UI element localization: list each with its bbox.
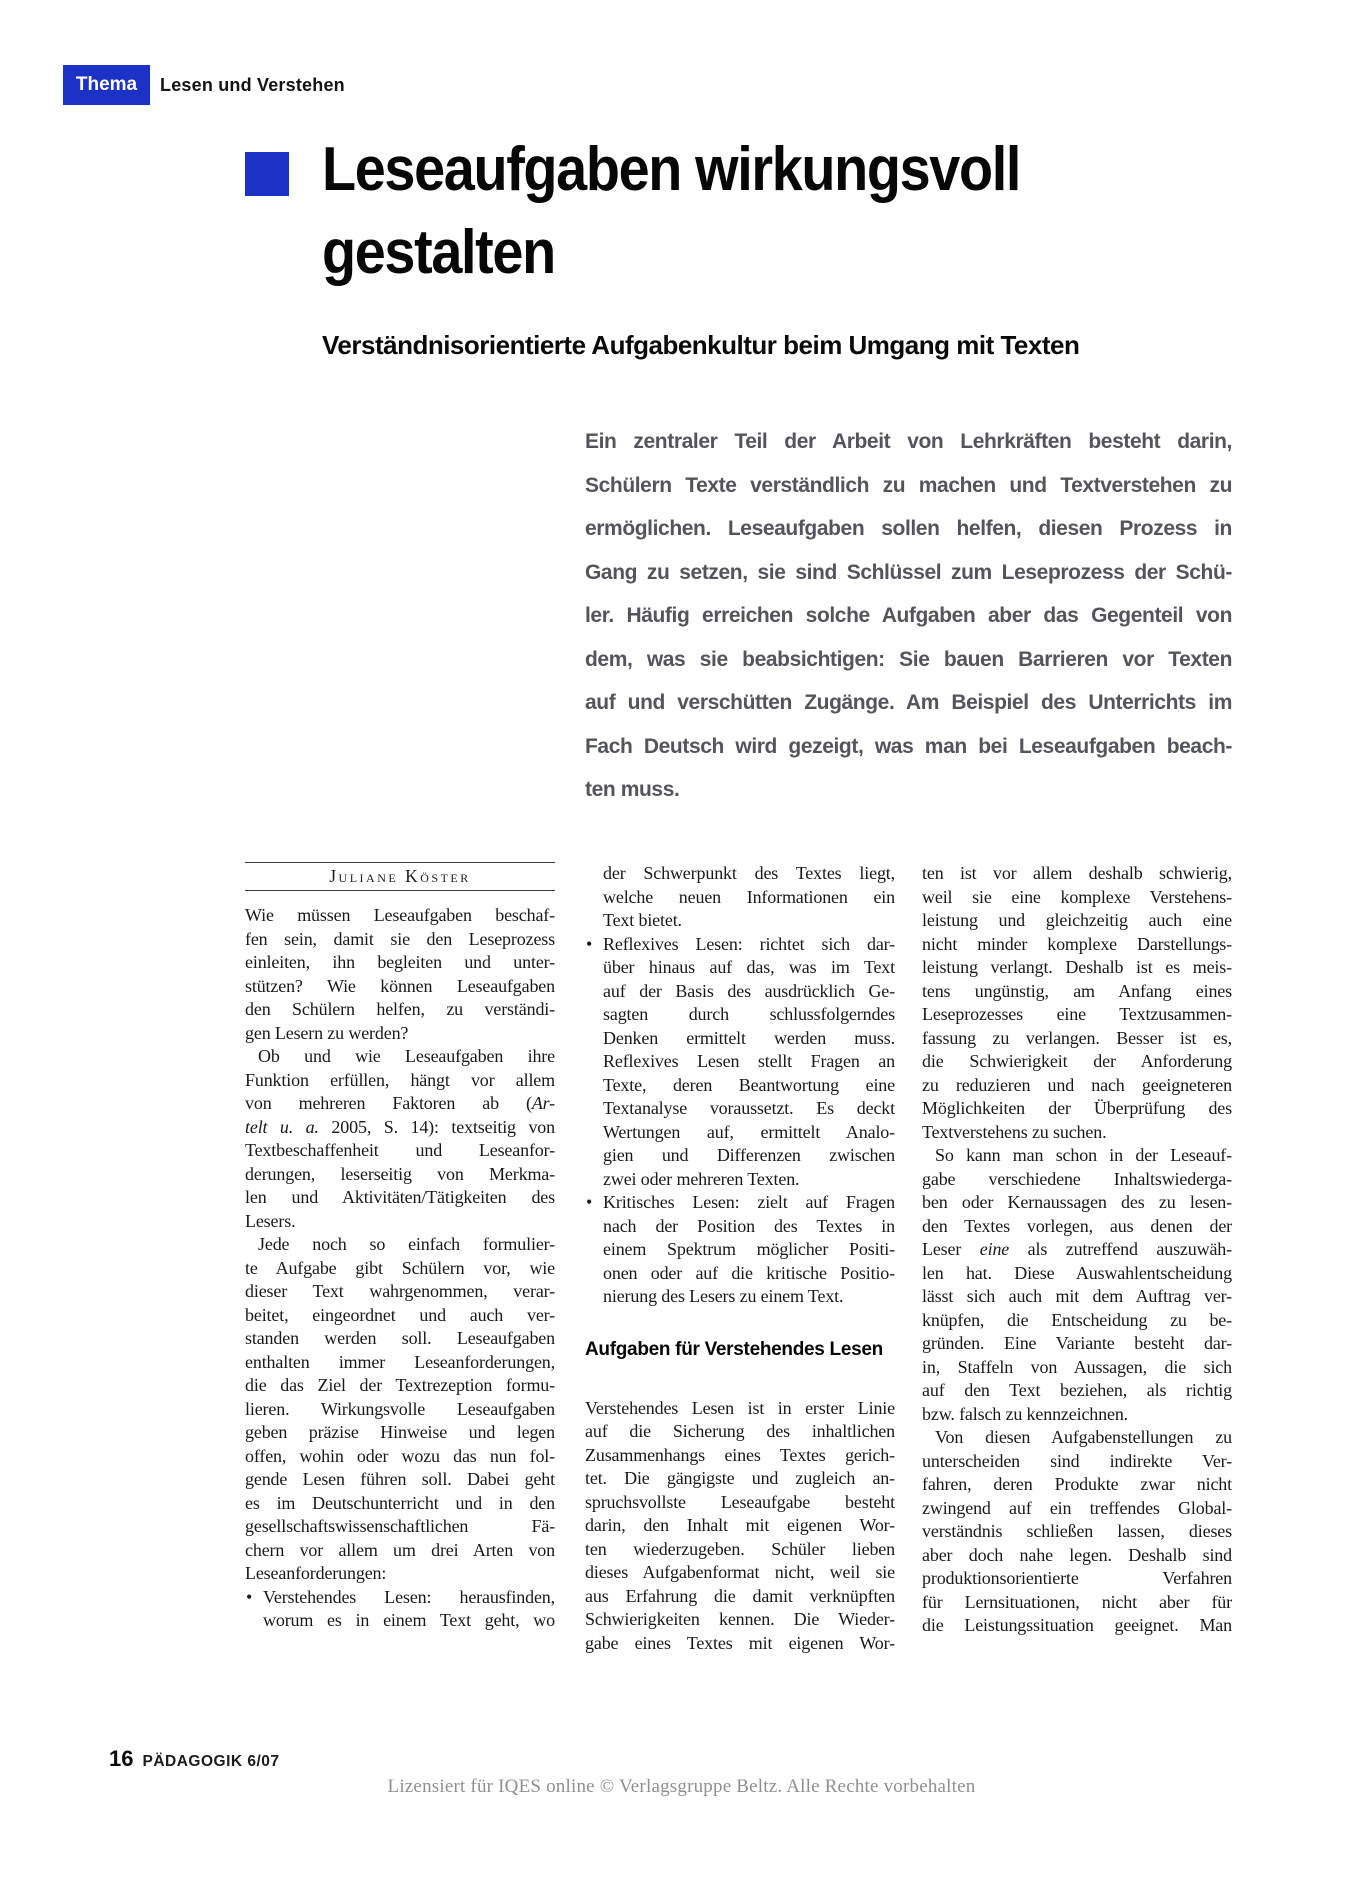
- text-line: fen sein, damit sie den Leseprozess: [245, 928, 555, 949]
- text-line: Leser eine als zutreffend auszuwäh-: [922, 1239, 1232, 1259]
- text-line: onen oder auf die kritische Positio-: [603, 1262, 895, 1283]
- text-line: Text bietet.: [603, 910, 682, 930]
- issue-topic: Lesen und Verstehen: [160, 75, 345, 95]
- text-line: Textverstehens zu suchen.: [922, 1121, 1107, 1142]
- article-title: [322, 128, 1020, 294]
- lead-paragraph: [585, 420, 1232, 812]
- text-line: ermöglichen. Leseaufgaben sollen helfen, diesen Prozess in: [585, 517, 1232, 540]
- text-line: dieser Text wahrgenommen, verar-: [245, 1281, 555, 1301]
- text-line: nach der Position des Textes in: [603, 1215, 895, 1236]
- text-line: tens ungünstig, am Anfang eines: [922, 980, 1232, 1001]
- text-line: tet. Die gängigste und zugleich an-: [585, 1468, 895, 1488]
- text-line: ler. Häufig erreichen solche Aufgaben aber das Gegenteil von: [585, 604, 1232, 627]
- text-line: Leseprozesses eine Textzusammen-: [922, 1004, 1232, 1024]
- text-line: telt u. a. 2005, S. 14): textseitig von: [245, 1116, 555, 1137]
- text-line: bzw. falsch zu kennzeichnen.: [922, 1403, 1129, 1424]
- bullet-item: [245, 1586, 555, 1633]
- text-line: Verstehendes Lesen ist in erster Linie: [585, 1397, 895, 1418]
- text-line: aber doch nahe legen. Deshalb sind: [922, 1544, 1232, 1565]
- text-line: Wie müssen Leseaufgaben beschaf-: [245, 905, 555, 925]
- paragraph: [245, 1045, 555, 1233]
- text-line: Kritisches Lesen: zielt auf Fragen: [603, 1192, 895, 1212]
- text-line: Jede noch so einfach formulier-: [258, 1234, 555, 1254]
- text-line: leistung und gleichzeitig auch eine: [922, 910, 1232, 930]
- text-line: dieses Aufgabenformat nicht, weil sie: [585, 1562, 895, 1582]
- text-line: zwingend auf ein treffendes Global-: [922, 1497, 1232, 1518]
- article-subtitle: Verständnisorientierte Aufgabenkultur beim Umgang mit Texten: [322, 330, 1080, 360]
- text-line: ben oder Kernaussagen des zu lesen-: [922, 1192, 1232, 1212]
- text-line: enthalten immer Leseanforderungen,: [245, 1351, 555, 1372]
- text-line: gesellschaftswissenschaftlichen Fä-: [245, 1516, 555, 1536]
- bullet-marker: •: [586, 933, 593, 954]
- text-line: fassung zu verlangen. Besser ist es,: [922, 1027, 1232, 1048]
- text-column-2: [585, 862, 895, 1655]
- article-title-line2: gestalten: [322, 218, 555, 287]
- page-number: 16: [109, 1746, 134, 1771]
- license-notice: Lizensiert für IQES online © Verlagsgruppe Beltz. Alle Rechte vorbehalten: [387, 1776, 976, 1797]
- text-line: auf der Basis des ausdrücklich Ge-: [603, 980, 895, 1001]
- page-folio: [109, 1746, 280, 1772]
- text-line: gründen. Eine Variante besteht dar-: [922, 1333, 1232, 1353]
- text-column-3: [922, 862, 1232, 1638]
- text-line: auf die Sicherung des inhaltlichen: [585, 1421, 895, 1441]
- text-line: Textanalyse voraussetzt. Es deckt: [603, 1098, 895, 1118]
- text-line: sagten durch schlussfolgerndes: [603, 1004, 895, 1024]
- text-line: gende Lesen führen soll. Dabei geht: [245, 1469, 555, 1489]
- thema-tag-label: Thema: [75, 74, 138, 95]
- text-line: stützen? Wie können Leseaufgaben: [245, 975, 555, 996]
- text-line: es im Deutschunterricht und in den: [245, 1492, 555, 1513]
- text-line: So kann man schon in der Leseauf-: [935, 1145, 1232, 1165]
- text-line: lieren. Wirkungsvolle Leseaufgaben: [245, 1398, 555, 1419]
- text-line: leistung verlangt. Deshalb ist es meis-: [922, 957, 1232, 977]
- text-line: standen werden soll. Leseaufgaben: [245, 1328, 555, 1348]
- text-line: Leseanforderungen:: [245, 1563, 387, 1583]
- bullet-item: [585, 933, 895, 1192]
- text-line: Lesers.: [245, 1210, 296, 1231]
- text-line: die Schwierigkeit der Anforderung: [922, 1051, 1232, 1071]
- column-1-text: [245, 904, 555, 1633]
- text-line: für Lernsituationen, nicht aber für: [922, 1591, 1232, 1612]
- text-line: lässt sich auch mit dem Auftrag ver-: [922, 1286, 1232, 1306]
- text-line: Gang zu setzen, sie sind Schlüssel zum Leseprozess der Schü-: [585, 560, 1232, 584]
- paragraph: [922, 862, 1232, 1144]
- bullet-marker: •: [246, 1586, 253, 1607]
- text-line: Möglichkeiten der Überprüfung des: [922, 1098, 1232, 1118]
- text-line: den Schülern helfen, zu verständi-: [245, 999, 555, 1019]
- paragraph: [585, 862, 895, 933]
- text-line: verständnis schließen lassen, dieses: [922, 1521, 1232, 1541]
- text-line: produktionsorientierte Verfahren: [922, 1568, 1232, 1588]
- text-line: auf den Text beziehen, als richtig: [922, 1380, 1232, 1400]
- text-line: auf und verschütten Zugänge. Am Beispiel des Unterrichts im: [585, 691, 1232, 714]
- text-line: die das Ziel der Textrezeption formu-: [245, 1375, 555, 1395]
- text-line: chern vor allem um drei Arten von: [245, 1539, 555, 1560]
- text-line: Fach Deutsch wird gezeigt, was man bei Leseaufgaben beach-: [585, 734, 1232, 758]
- text-line: über hinaus auf das, was im Text: [603, 957, 895, 977]
- text-line: beitet, eingeordnet und auch ver-: [245, 1304, 555, 1325]
- paragraph: [245, 904, 555, 1045]
- text-line: von mehreren Faktoren ab (Ar-: [245, 1093, 555, 1113]
- text-line: nierung des Lesers zu einem Text.: [603, 1286, 844, 1306]
- text-line: fahren, deren Produkte zwar nicht: [922, 1474, 1232, 1494]
- text-line: Ein zentraler Teil der Arbeit von Lehrkräften besteht darin,: [585, 430, 1232, 453]
- paragraph: [922, 1144, 1232, 1426]
- text-line: te Aufgabe gibt Schülern vor, wie: [245, 1257, 555, 1278]
- text-line: aus Erfahrung die damit verknüpften: [585, 1585, 895, 1606]
- text-line: derungen, leserseitig von Merkma-: [245, 1163, 555, 1184]
- paragraph: [245, 1233, 555, 1586]
- text-line: Texte, deren Beantwortung eine: [603, 1074, 895, 1095]
- text-line: knüpfen, die Entscheidung zu be-: [922, 1309, 1232, 1330]
- text-line: Von diesen Aufgabenstellungen zu: [935, 1427, 1232, 1447]
- text-line: Ob und wie Leseaufgaben ihre: [258, 1046, 555, 1066]
- text-line: gabe verschiedene Inhaltswiederga-: [922, 1168, 1232, 1189]
- text-line: Schülern Texte verständlich zu machen und Textverstehen zu: [585, 473, 1232, 497]
- text-line: welche neuen Informationen ein: [603, 886, 895, 907]
- text-line: Funktion erfüllen, hängt vor allem: [245, 1069, 555, 1090]
- text-line: darin, den Inhalt mit eigenen Wor-: [585, 1515, 895, 1535]
- text-line: gabe eines Textes mit eigenen Wor-: [585, 1632, 895, 1653]
- text-line: Schwierigkeiten kennen. Die Wieder-: [585, 1609, 895, 1629]
- text-line: Denken ermittelt werden muss.: [603, 1027, 895, 1048]
- thema-tag: [63, 65, 150, 105]
- text-line: Zusammenhangs eines Textes gerich-: [585, 1444, 895, 1465]
- text-line: spruchsvollste Leseaufgabe besteht: [585, 1491, 895, 1512]
- paragraph: [922, 1426, 1232, 1638]
- author-name: Juliane Köster: [329, 866, 471, 886]
- text-line: Textbeschaffenheit und Leseanfor-: [245, 1140, 555, 1160]
- text-line: len hat. Diese Auswahlentscheidung: [922, 1262, 1232, 1283]
- text-line: Verstehendes Lesen: herausfinden,: [263, 1586, 555, 1607]
- text-line: Reflexives Lesen: richtet sich dar-: [603, 933, 895, 954]
- text-line: der Schwerpunkt des Textes liegt,: [603, 863, 895, 883]
- journal-name: PÄDAGOGIK 6/07: [142, 1753, 280, 1770]
- text-line: in, Staffeln von Aussagen, die sich: [922, 1356, 1232, 1377]
- text-line: worum es in einem Text geht, wo: [263, 1610, 555, 1630]
- text-line: Wertungen auf, ermittelt Analo-: [603, 1121, 895, 1142]
- paragraph: [585, 1397, 895, 1656]
- text-line: weil sie eine komplexe Verstehens-: [922, 886, 1232, 907]
- bullet-item: [585, 1191, 895, 1309]
- author-byline: [245, 862, 555, 891]
- text-line: ten ist vor allem deshalb schwierig,: [922, 863, 1232, 883]
- bullet-marker: •: [586, 1192, 593, 1212]
- text-line: Reflexives Lesen stellt Fragen an: [603, 1051, 895, 1071]
- text-line: len und Aktivitäten/Tätigkeiten des: [245, 1187, 555, 1207]
- text-line: zu reduzieren und nach geeigneteren: [922, 1074, 1232, 1095]
- text-line: gen Lesern zu werden?: [245, 1022, 409, 1043]
- text-line: zwei oder mehreren Texten.: [603, 1168, 800, 1189]
- text-line: dem, was sie beabsichtigen: Sie bauen Barrieren vor Texten: [585, 647, 1232, 671]
- article-title-line1: Leseaufgaben wirkungsvoll: [322, 135, 1021, 204]
- text-line: geben präzise Hinweise und legen: [245, 1422, 555, 1442]
- text-column-1: [245, 862, 555, 1633]
- text-line: nicht minder komplexe Darstellungs-: [922, 933, 1232, 954]
- section-heading: Aufgaben für Verstehendes Lesen: [585, 1338, 883, 1360]
- title-marker-square: [245, 152, 289, 196]
- text-line: offen, wohin oder wozu das nun fol-: [245, 1445, 555, 1466]
- text-line: den Textes vorlegen, aus denen der: [922, 1215, 1232, 1236]
- text-line: ten wiederzugeben. Schüler lieben: [585, 1538, 895, 1559]
- text-line: gien und Differenzen zwischen: [603, 1145, 895, 1165]
- text-line: ten muss.: [585, 778, 680, 801]
- text-line: unterscheiden sind indirekte Ver-: [922, 1450, 1232, 1471]
- text-line: die Leistungssituation geeignet. Man: [922, 1615, 1232, 1635]
- text-line: einleiten, ihn begleiten und unter-: [245, 952, 555, 972]
- text-line: einem Spektrum möglicher Positi-: [603, 1239, 895, 1259]
